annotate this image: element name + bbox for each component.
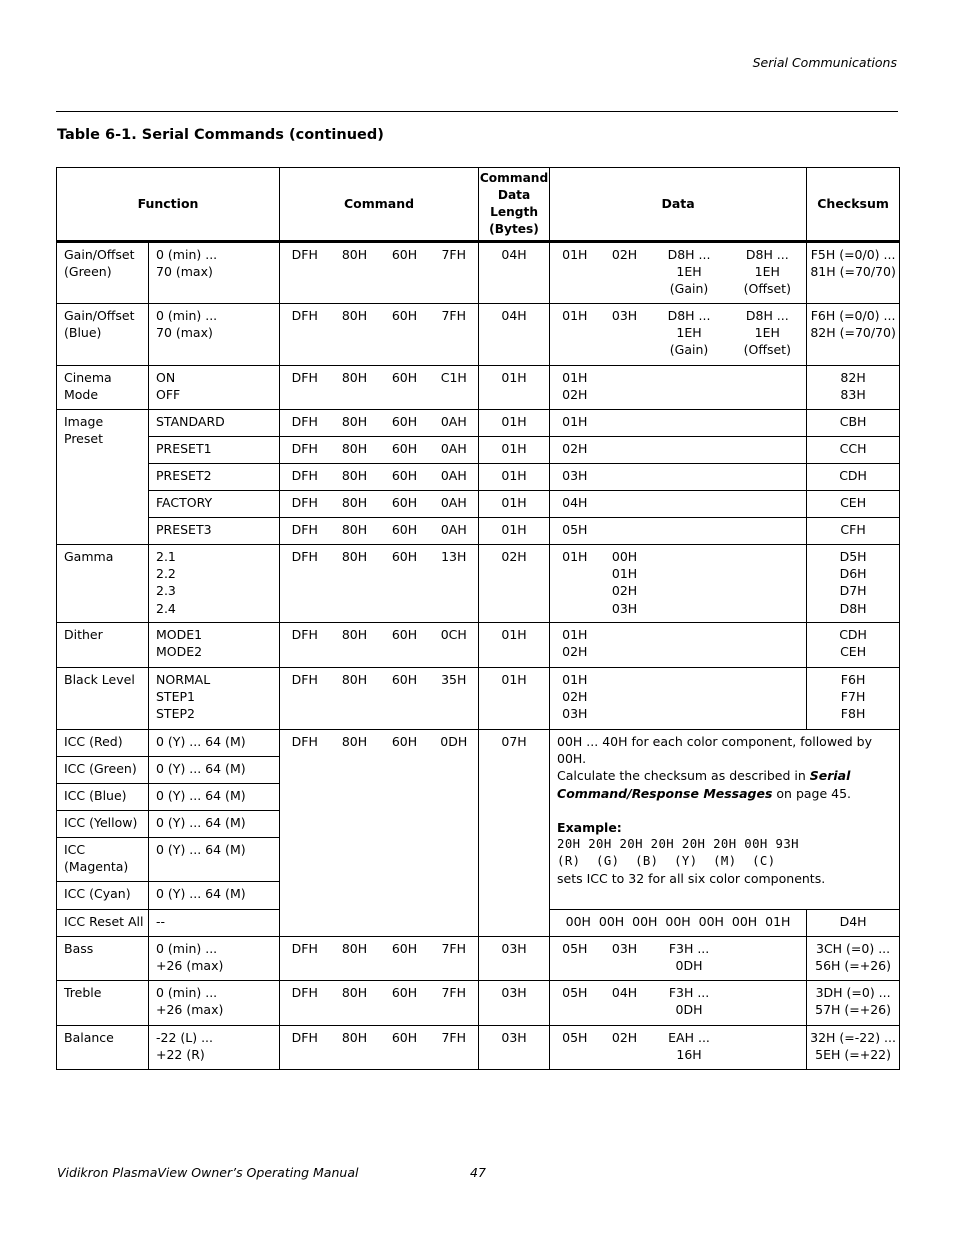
example-description: sets ICC to 32 for all six color components. bbox=[557, 871, 826, 887]
table-row bbox=[57, 437, 900, 464]
data-byte: 02H bbox=[600, 242, 650, 304]
footer-page-number: 47 bbox=[470, 1165, 486, 1180]
length-cell: 01H bbox=[479, 668, 550, 730]
data-byte: 01H 02H bbox=[550, 623, 600, 668]
cmd-byte: 80H bbox=[330, 304, 380, 366]
icc-note-line: Command/Response Messages on page 45. bbox=[557, 785, 852, 801]
cmd-byte: 80H bbox=[330, 464, 380, 491]
data-range: D8H ... 1EH (Offset) bbox=[729, 242, 807, 304]
cmd-byte: 60H bbox=[380, 1026, 430, 1070]
cmd-byte: 80H bbox=[330, 623, 380, 668]
table-row bbox=[57, 1026, 900, 1070]
cmd-byte: 80H bbox=[330, 981, 380, 1026]
cmd-byte: 60H bbox=[380, 304, 430, 366]
cmd-byte: 60H bbox=[380, 410, 430, 437]
data-byte: 01H bbox=[550, 242, 600, 304]
data-empty bbox=[600, 437, 807, 464]
checksum-cell: D4H bbox=[807, 910, 900, 937]
param-cell: 0 (min) ... 70 (max) bbox=[149, 304, 280, 366]
col-checksum: Checksum bbox=[807, 168, 900, 242]
function-cell: ICC (Magenta) bbox=[57, 838, 149, 882]
cmd-byte: DFH bbox=[280, 937, 330, 981]
param-cell: -- bbox=[149, 910, 280, 937]
cmd-byte: 80H bbox=[330, 1026, 380, 1070]
cmd-byte: 7FH bbox=[430, 1026, 479, 1070]
cmd-byte: 60H bbox=[380, 668, 430, 730]
icc-reset-data: 00H 00H 00H 00H 00H 00H 01H bbox=[550, 910, 807, 937]
checksum-cell: 3DH (=0) ... 57H (=+26) bbox=[807, 981, 900, 1026]
data-byte: 03H bbox=[600, 937, 650, 981]
serial-commands-table bbox=[56, 167, 900, 1070]
example-label: Example: bbox=[557, 819, 622, 835]
param-cell: 0 (min) ... +26 (max) bbox=[149, 981, 280, 1026]
cmd-byte: 0AH bbox=[430, 437, 479, 464]
function-cell: Bass bbox=[57, 937, 149, 981]
cmd-byte: 60H bbox=[380, 981, 430, 1026]
function-cell: ICC (Yellow) bbox=[57, 811, 149, 838]
length-cell: 01H bbox=[479, 623, 550, 668]
param-cell: 0 (Y) ... 64 (M) bbox=[149, 882, 280, 910]
checksum-cell: D5H D6H D7H D8H bbox=[807, 545, 900, 623]
table-row bbox=[57, 491, 900, 518]
data-range: F3H ... 0DH bbox=[650, 981, 729, 1026]
table-row bbox=[57, 981, 900, 1026]
cmd-byte: 60H bbox=[380, 518, 430, 545]
data-byte: 05H bbox=[550, 981, 600, 1026]
param-cell: -22 (L) ... +22 (R) bbox=[149, 1026, 280, 1070]
cmd-byte: 60H bbox=[380, 437, 430, 464]
table-row bbox=[57, 730, 900, 757]
checksum-cell: CEH bbox=[807, 491, 900, 518]
length-cell: 01H bbox=[479, 410, 550, 437]
table-row bbox=[57, 366, 900, 410]
length-cell: 02H bbox=[479, 545, 550, 623]
header-rule bbox=[56, 111, 898, 112]
data-empty bbox=[600, 623, 807, 668]
cmd-byte: 0AH bbox=[430, 464, 479, 491]
param-cell: 0 (Y) ... 64 (M) bbox=[149, 838, 280, 882]
cmd-byte: 60H bbox=[380, 242, 430, 304]
length-cell: 03H bbox=[479, 937, 550, 981]
data-byte: 03H bbox=[550, 464, 600, 491]
cmd-byte: C1H bbox=[430, 366, 479, 410]
length-cell: 03H bbox=[479, 1026, 550, 1070]
cmd-byte: DFH bbox=[280, 491, 330, 518]
footer-manual-title: Vidikron PlasmaView Owner’s Operating Manual bbox=[57, 1165, 359, 1180]
checksum-cell: CFH bbox=[807, 518, 900, 545]
col-len-line: Data bbox=[497, 187, 531, 202]
cmd-byte: DFH bbox=[280, 518, 330, 545]
function-cell: ICC (Green) bbox=[57, 757, 149, 784]
cmd-byte: 60H bbox=[380, 545, 430, 623]
data-empty bbox=[600, 410, 807, 437]
function-cell: Black Level bbox=[57, 668, 149, 730]
col-len-line: Command bbox=[479, 170, 549, 185]
icc-note-line: 00H ... 40H for each color component, followed by 00H. bbox=[557, 734, 872, 767]
data-empty bbox=[729, 937, 807, 981]
length-cell: 07H bbox=[479, 730, 550, 937]
icc-note-line: Calculate the checksum as described in Serial bbox=[557, 768, 851, 784]
function-cell: ICC (Blue) bbox=[57, 784, 149, 811]
param-cell: 0 (Y) ... 64 (M) bbox=[149, 784, 280, 811]
param-cell: STANDARD bbox=[149, 410, 280, 437]
cmd-byte: 7FH bbox=[430, 242, 479, 304]
data-byte: 01H bbox=[550, 304, 600, 366]
cmd-byte: 0DH bbox=[430, 730, 479, 937]
param-cell: PRESET2 bbox=[149, 464, 280, 491]
col-command-data-length bbox=[479, 168, 550, 242]
cmd-byte: 60H bbox=[380, 491, 430, 518]
cmd-byte: 60H bbox=[380, 623, 430, 668]
cmd-byte: 0AH bbox=[430, 410, 479, 437]
param-cell: MODE1 MODE2 bbox=[149, 623, 280, 668]
param-cell: PRESET1 bbox=[149, 437, 280, 464]
data-byte: 02H bbox=[550, 437, 600, 464]
data-empty bbox=[729, 1026, 807, 1070]
cmd-byte: 13H bbox=[430, 545, 479, 623]
cmd-byte: 80H bbox=[330, 937, 380, 981]
cmd-byte: 80H bbox=[330, 242, 380, 304]
data-empty bbox=[600, 491, 807, 518]
cmd-byte: DFH bbox=[280, 410, 330, 437]
data-byte: 01H bbox=[550, 545, 600, 623]
cmd-byte: 7FH bbox=[430, 981, 479, 1026]
checksum-cell: F6H (=0/0) ... 82H (=70/70) bbox=[807, 304, 900, 366]
cmd-byte: 35H bbox=[430, 668, 479, 730]
cmd-byte: 80H bbox=[330, 545, 380, 623]
cmd-byte: 80H bbox=[330, 491, 380, 518]
data-byte: 05H bbox=[550, 1026, 600, 1070]
cmd-byte: DFH bbox=[280, 1026, 330, 1070]
col-function: Function bbox=[57, 168, 280, 242]
data-range: D8H ... 1EH (Gain) bbox=[650, 304, 729, 366]
cmd-byte: DFH bbox=[280, 437, 330, 464]
function-cell: ICC Reset All bbox=[57, 910, 149, 937]
data-empty bbox=[600, 464, 807, 491]
table-row bbox=[57, 623, 900, 668]
col-len-line: Length bbox=[490, 205, 538, 219]
data-empty bbox=[729, 981, 807, 1026]
running-header: Serial Communications bbox=[752, 55, 897, 70]
param-cell: ON OFF bbox=[149, 366, 280, 410]
cmd-byte: 80H bbox=[330, 518, 380, 545]
data-byte: 05H bbox=[550, 937, 600, 981]
length-cell: 03H bbox=[479, 981, 550, 1026]
example-code: 20H 20H 20H 20H 20H 20H 00H 93H bbox=[557, 837, 799, 852]
param-cell: NORMAL STEP1 STEP2 bbox=[149, 668, 280, 730]
data-byte: 02H bbox=[600, 1026, 650, 1070]
checksum-cell: CDH CEH bbox=[807, 623, 900, 668]
cmd-byte: DFH bbox=[280, 623, 330, 668]
length-cell: 01H bbox=[479, 366, 550, 410]
cmd-byte: 60H bbox=[380, 937, 430, 981]
data-empty bbox=[600, 668, 807, 730]
length-cell: 04H bbox=[479, 304, 550, 366]
data-empty bbox=[600, 366, 807, 410]
col-data: Data bbox=[550, 168, 807, 242]
cmd-byte: 80H bbox=[330, 730, 380, 937]
checksum-cell: CBH bbox=[807, 410, 900, 437]
table-row bbox=[57, 668, 900, 730]
cmd-byte: 60H bbox=[380, 366, 430, 410]
col-command: Command bbox=[280, 168, 479, 242]
cmd-byte: 80H bbox=[330, 668, 380, 730]
param-cell: PRESET3 bbox=[149, 518, 280, 545]
col-len-line: (Bytes) bbox=[489, 222, 539, 237]
cmd-byte: DFH bbox=[280, 464, 330, 491]
cmd-byte: 0AH bbox=[430, 518, 479, 545]
table-row bbox=[57, 464, 900, 491]
cmd-byte: 0AH bbox=[430, 491, 479, 518]
length-cell: 04H bbox=[479, 242, 550, 304]
table-header-row bbox=[57, 168, 900, 242]
param-cell: 0 (Y) ... 64 (M) bbox=[149, 757, 280, 784]
data-byte: 04H bbox=[550, 491, 600, 518]
function-cell: Image Preset bbox=[57, 410, 149, 545]
cmd-byte: DFH bbox=[280, 242, 330, 304]
cmd-byte: 80H bbox=[330, 366, 380, 410]
icc-data-note bbox=[550, 730, 900, 910]
checksum-cell: CCH bbox=[807, 437, 900, 464]
example-legend: (R) (G) (B) (Y) (M) (C) bbox=[557, 854, 776, 869]
data-range: D8H ... 1EH (Offset) bbox=[729, 304, 807, 366]
table-row bbox=[57, 304, 900, 366]
function-cell: Treble bbox=[57, 981, 149, 1026]
cmd-byte: DFH bbox=[280, 730, 330, 937]
param-cell: 0 (min) ... 70 (max) bbox=[149, 242, 280, 304]
checksum-cell: CDH bbox=[807, 464, 900, 491]
function-cell: Gamma bbox=[57, 545, 149, 623]
cmd-byte: DFH bbox=[280, 366, 330, 410]
cmd-byte: 7FH bbox=[430, 937, 479, 981]
data-byte: 03H bbox=[600, 304, 650, 366]
param-cell: 0 (min) ... +26 (max) bbox=[149, 937, 280, 981]
table-row bbox=[57, 242, 900, 304]
length-cell: 01H bbox=[479, 491, 550, 518]
cmd-byte: DFH bbox=[280, 981, 330, 1026]
cmd-byte: DFH bbox=[280, 668, 330, 730]
param-cell: 0 (Y) ... 64 (M) bbox=[149, 811, 280, 838]
data-byte: 01H 02H bbox=[550, 366, 600, 410]
table-row bbox=[57, 410, 900, 437]
length-cell: 01H bbox=[479, 437, 550, 464]
table-row bbox=[57, 937, 900, 981]
data-range: D8H ... 1EH (Gain) bbox=[650, 242, 729, 304]
cmd-byte: 60H bbox=[380, 464, 430, 491]
data-byte: 00H 01H 02H 03H bbox=[600, 545, 650, 623]
data-range: F3H ... 0DH bbox=[650, 937, 729, 981]
cmd-byte: 60H bbox=[380, 730, 430, 937]
cmd-byte: 7FH bbox=[430, 304, 479, 366]
data-byte: 05H bbox=[550, 518, 600, 545]
data-empty bbox=[650, 545, 807, 623]
cmd-byte: DFH bbox=[280, 545, 330, 623]
param-cell: FACTORY bbox=[149, 491, 280, 518]
function-cell: ICC (Cyan) bbox=[57, 882, 149, 910]
cmd-byte: 80H bbox=[330, 410, 380, 437]
data-byte: 01H bbox=[550, 410, 600, 437]
data-byte: 04H bbox=[600, 981, 650, 1026]
param-cell: 0 (Y) ... 64 (M) bbox=[149, 730, 280, 757]
function-cell: ICC (Red) bbox=[57, 730, 149, 757]
table-title: Table 6-1. Serial Commands (continued) bbox=[57, 127, 384, 143]
data-byte: 01H 02H 03H bbox=[550, 668, 600, 730]
cmd-byte: DFH bbox=[280, 304, 330, 366]
function-cell: Cinema Mode bbox=[57, 366, 149, 410]
checksum-cell: 32H (=-22) ... 5EH (=+22) bbox=[807, 1026, 900, 1070]
cmd-byte: 0CH bbox=[430, 623, 479, 668]
param-cell: 2.1 2.2 2.3 2.4 bbox=[149, 545, 280, 623]
function-cell: Gain/Offset (Blue) bbox=[57, 304, 149, 366]
checksum-cell: 82H 83H bbox=[807, 366, 900, 410]
checksum-cell: 3CH (=0) ... 56H (=+26) bbox=[807, 937, 900, 981]
checksum-cell: F5H (=0/0) ... 81H (=70/70) bbox=[807, 242, 900, 304]
table-row bbox=[57, 518, 900, 545]
function-cell: Gain/Offset (Green) bbox=[57, 242, 149, 304]
function-cell: Dither bbox=[57, 623, 149, 668]
cmd-byte: 80H bbox=[330, 437, 380, 464]
length-cell: 01H bbox=[479, 464, 550, 491]
length-cell: 01H bbox=[479, 518, 550, 545]
checksum-cell: F6H F7H F8H bbox=[807, 668, 900, 730]
table-row bbox=[57, 545, 900, 623]
function-cell: Balance bbox=[57, 1026, 149, 1070]
data-range: EAH ... 16H bbox=[650, 1026, 729, 1070]
data-empty bbox=[600, 518, 807, 545]
